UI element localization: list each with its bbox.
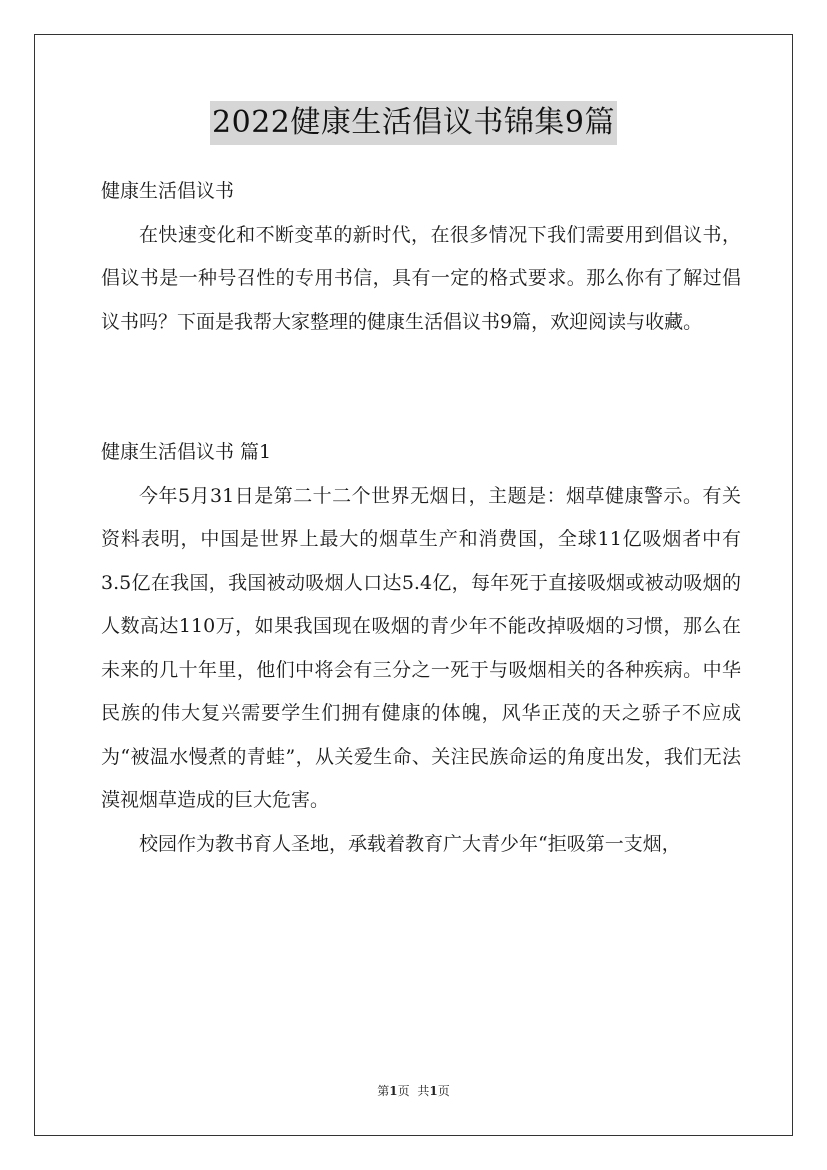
intro-heading: 健康生活倡议书 (101, 180, 235, 202)
title-container (0, 101, 827, 145)
section-spacer (101, 344, 741, 431)
footer-page-current: 1 (389, 1084, 398, 1098)
document-body (101, 170, 741, 866)
footer-prefix: 第 (377, 1084, 390, 1098)
footer-total-label: 页 (437, 1084, 450, 1098)
intro-paragraph: 在快速变化和不断变革的新时代，在很多情况下我们需要用到倡议书，倡议书是一种号召性的专用书信，具有一定的格式要求。那么你有了解过倡议书吗？下面是我帮大家整理的健康生活倡议书9篇，欢迎阅读与收藏。 (101, 223, 741, 333)
page-footer (0, 1082, 827, 1100)
section-1-paragraph-1: 今年5月31日是第二十二个世界无烟日，主题是：烟草健康警示。有关资料表明，中国是世界上最大的烟草生产和消费国，全球11亿吸烟者中有3.5亿在我国，我国被动吸烟人口达5.4亿，每年死于直接吸烟或被动吸烟的人数高达110万，如果我国现在吸烟的青少年不能改掉吸烟的习惯，那么在未来的几十年里，他们中将会有三分之一死于与吸烟相关的各种疾病。中华民族的伟大复兴需要学生们拥有健康的体魄，风华正茂的天之骄子不应成为“被温水慢煮的青蛙”，从关爱生命、关注民族命运的角度出发，我们无法漠视烟草造成的巨大危害。 (101, 484, 741, 811)
section-1-paragraph-2: 校园作为教书育人圣地，承载着教育广大青少年“拒吸第一支烟， (139, 832, 681, 855)
footer-total-prefix: 共 (417, 1084, 430, 1098)
document-title: 2022健康生活倡议书锦集9篇 (210, 101, 617, 145)
footer-page-total: 1 (429, 1084, 438, 1098)
footer-page-label: 页 (397, 1084, 410, 1098)
section-1-heading: 健康生活倡议书 篇1 (101, 441, 272, 463)
